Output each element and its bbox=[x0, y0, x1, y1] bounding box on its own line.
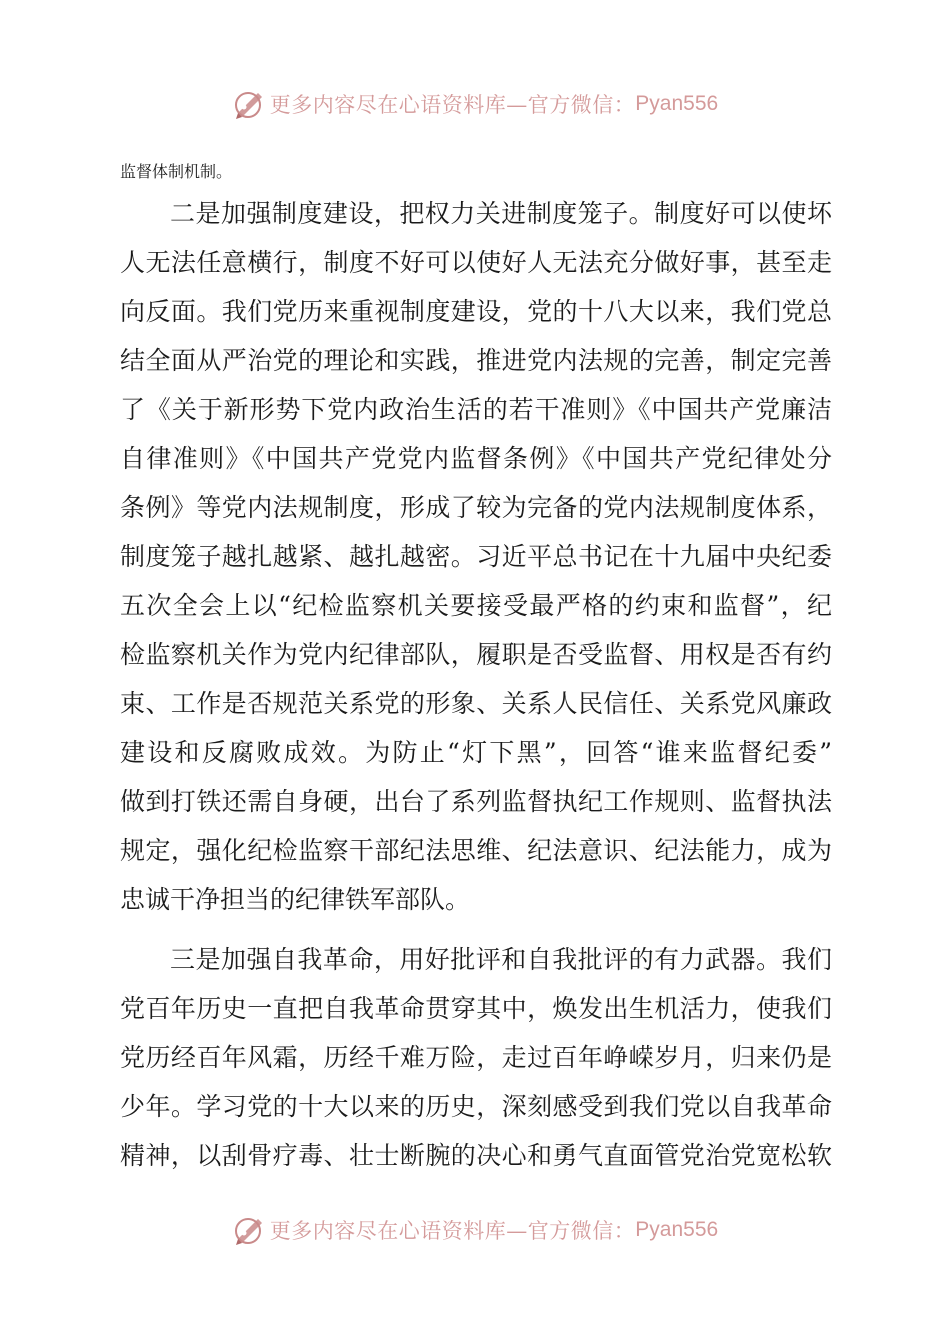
banner-text: 更多内容尽在心语资料库—官方微信： bbox=[269, 1219, 636, 1243]
banner-text: 更多内容尽在心语资料库—官方微信： bbox=[269, 93, 636, 117]
pen-logo-icon bbox=[232, 87, 266, 121]
text-line: 规定，强化纪检监察干部纪法思维、纪法意识、纪法能力，成为 bbox=[120, 836, 832, 865]
footer-banner bbox=[0, 1210, 950, 1250]
text-line: 忠诚干净担当的纪律铁军部队。 bbox=[120, 885, 471, 914]
text-line: 自律准则》《中国共产党党内监督条例》《中国共产党纪律处分 bbox=[120, 444, 832, 473]
text-line: 二是加强制度建设，把权力关进制度笼子。制度好可以使坏 bbox=[170, 199, 832, 228]
text-line: 了《关于新形势下党内政治生活的若干准则》《中国共产党廉洁 bbox=[120, 395, 832, 424]
text-line: 精神，以刮骨疗毒、壮士断腕的决心和勇气直面管党治党宽松软 bbox=[120, 1141, 832, 1170]
header-banner bbox=[0, 84, 950, 124]
banner-wechat-id: Pyan556 bbox=[635, 92, 719, 115]
text-line: 五次全会上以“纪检监察机关要接受最严格的约束和监督”，纪 bbox=[120, 591, 832, 620]
text-line: 结全面从严治党的理论和实践，推进党内法规的完善，制定完善 bbox=[120, 346, 832, 375]
text-line: 束、工作是否规范关系党的形象、关系人民信任、关系党风廉政 bbox=[120, 689, 832, 718]
text-line: 条例》等党内法规制度，形成了较为完备的党内法规制度体系， bbox=[120, 493, 832, 522]
text-line: 党历经百年风霜，历经千难万险，走过百年峥嵘岁月，归来仍是 bbox=[120, 1043, 832, 1072]
text-line: 少年。学习党的十大以来的历史，深刻感受到我们党以自我革命 bbox=[120, 1092, 832, 1121]
text-line: 三是加强自我革命，用好批评和自我批评的有力武器。我们 bbox=[170, 945, 832, 974]
pen-logo-icon bbox=[232, 1213, 266, 1247]
text-line: 制度笼子越扎越紧、越扎越密。习近平总书记在十九届中央纪委 bbox=[120, 542, 832, 571]
banner-wechat-id: Pyan556 bbox=[635, 1218, 719, 1241]
text-line: 向反面。我们党历来重视制度建设，党的十八大以来，我们党总 bbox=[120, 297, 832, 326]
text-line: 党百年历史一直把自我革命贯穿其中，焕发出生机活力，使我们 bbox=[120, 994, 832, 1023]
text-line: 检监察机关作为党内纪律部队，履职是否受监督、用权是否有约 bbox=[120, 640, 832, 669]
carry-over-line: 监督体制机制。 bbox=[120, 162, 233, 181]
text-line: 做到打铁还需自身硬，出台了系列监督执纪工作规则、监督执法 bbox=[120, 787, 832, 816]
text-line: 人无法任意横行，制度不好可以使好人无法充分做好事，甚至走 bbox=[120, 248, 832, 277]
text-line: 建设和反腐败成效。为防止“灯下黑”，回答“谁来监督纪委” bbox=[120, 738, 832, 767]
